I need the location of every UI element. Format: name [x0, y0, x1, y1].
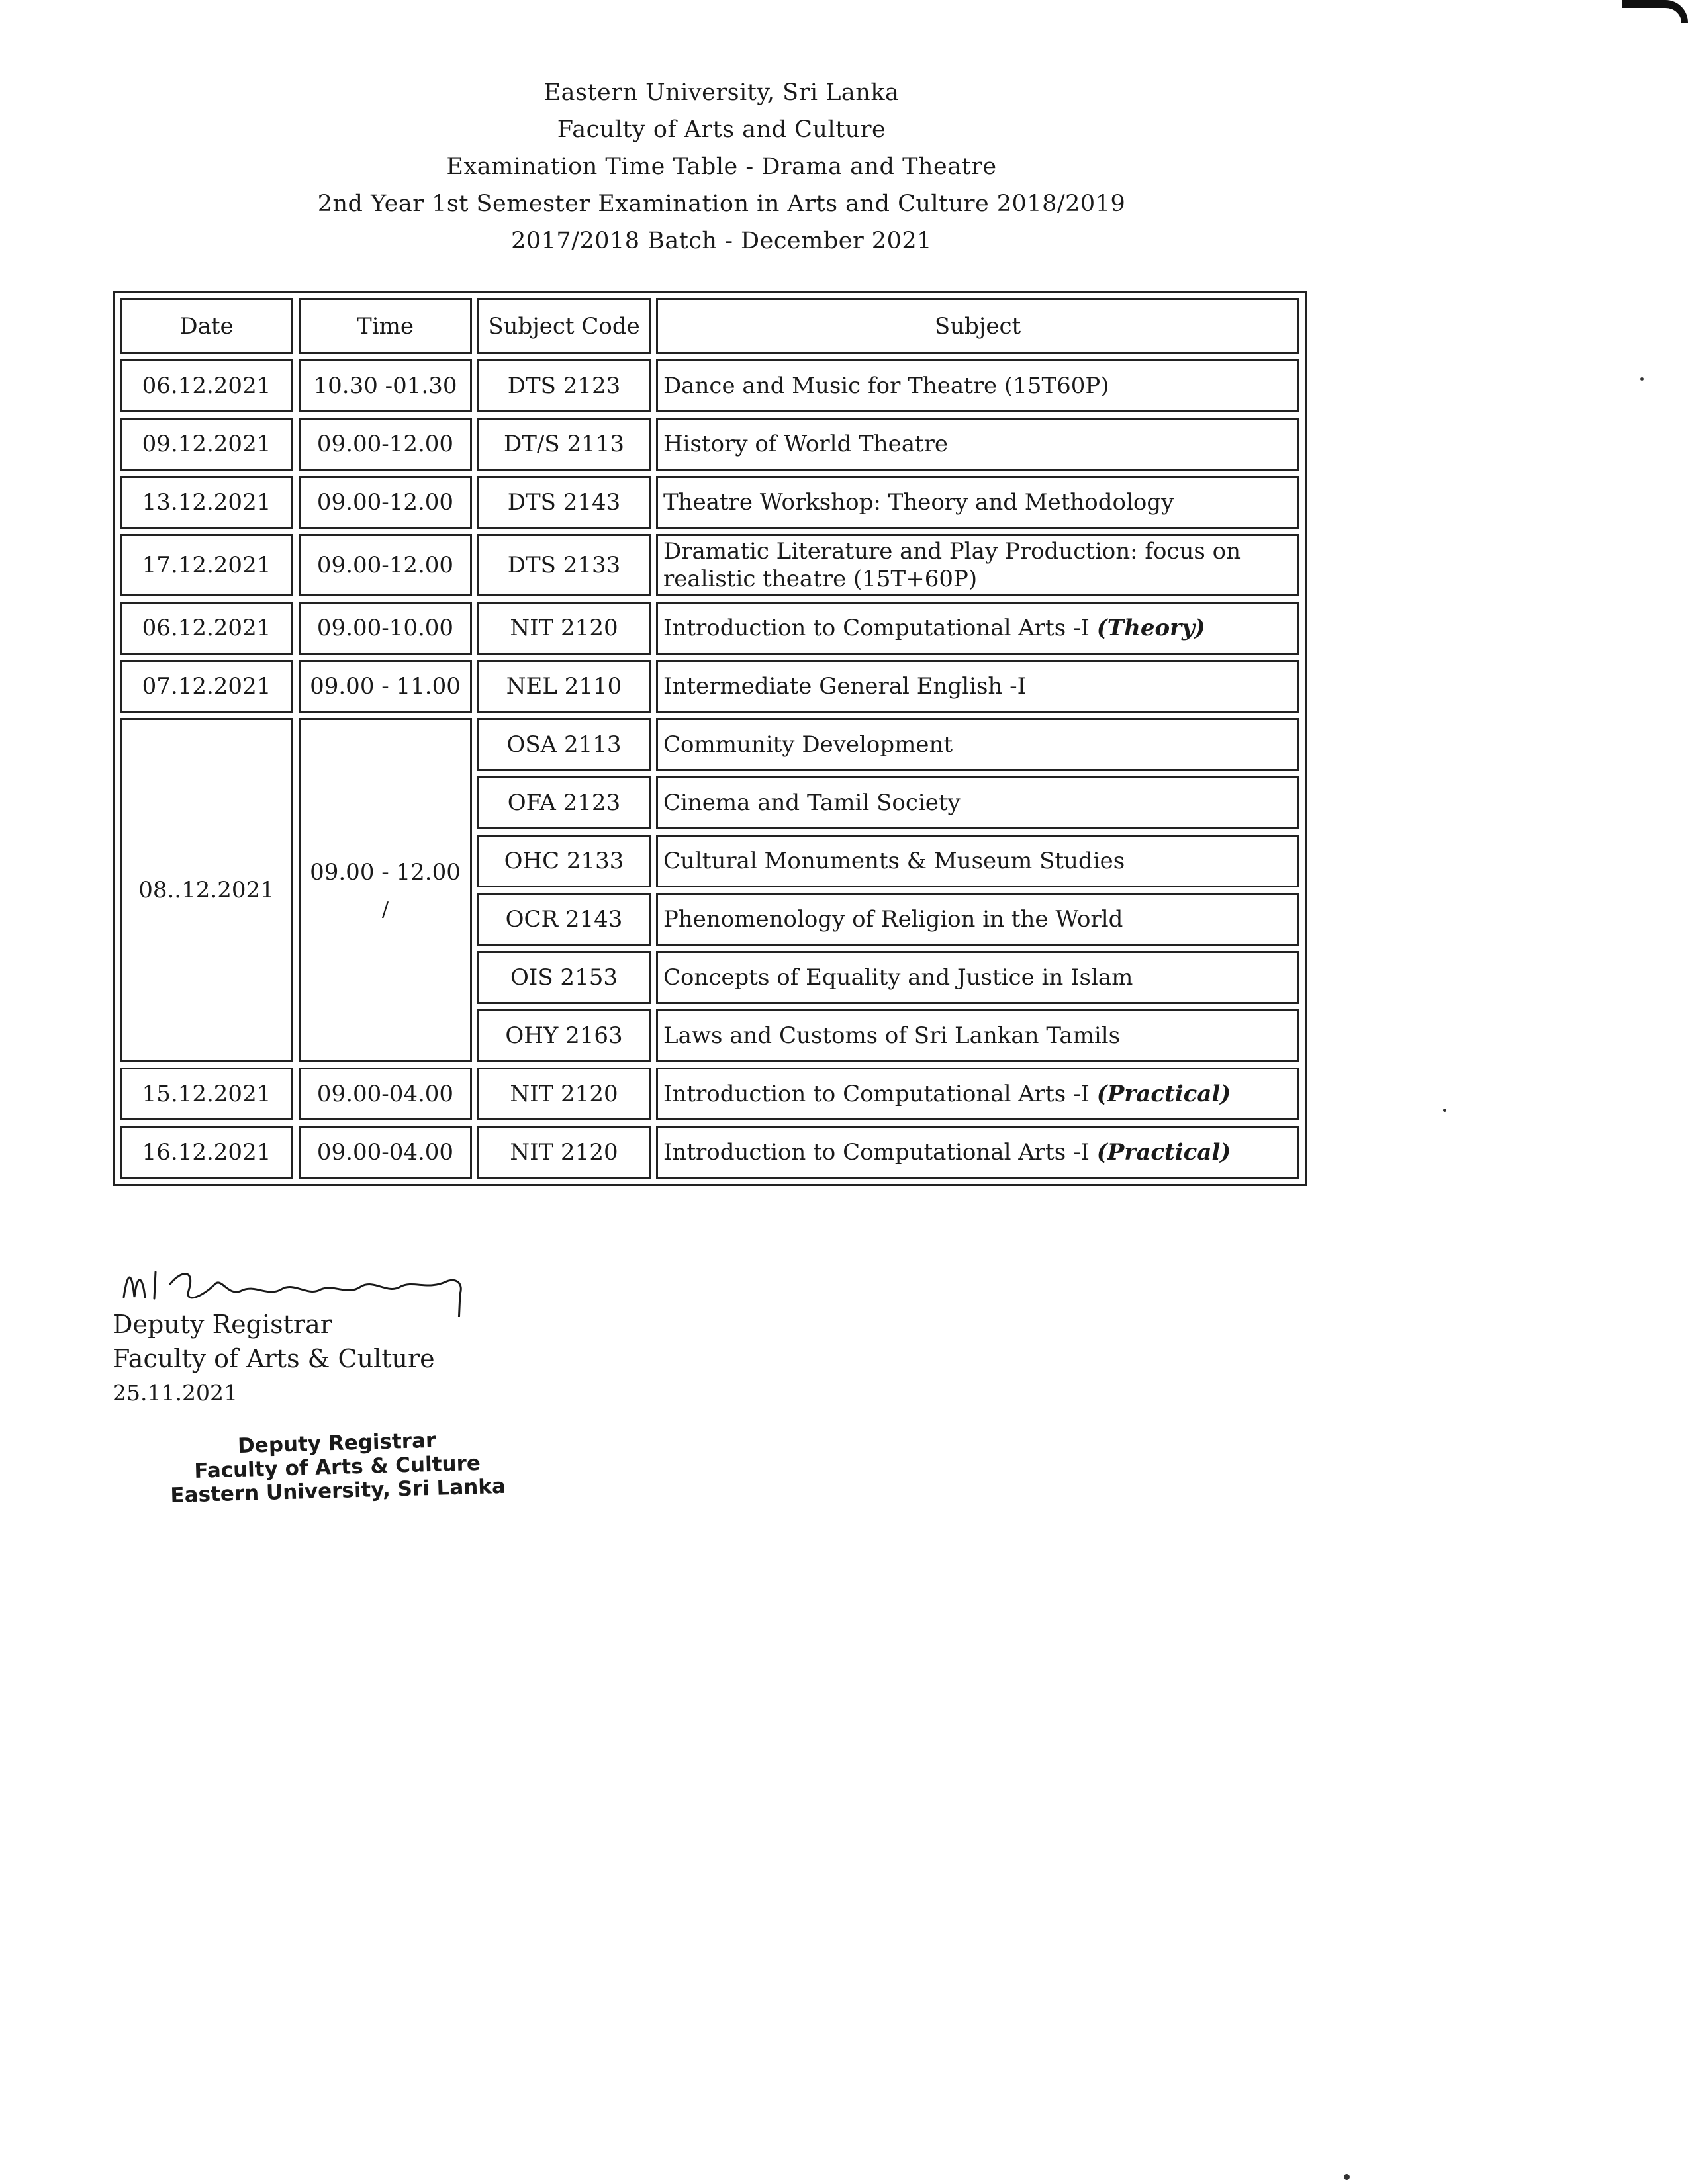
subject-note: (Practical): [1096, 1081, 1231, 1107]
cell-code: NIT 2120: [477, 1068, 651, 1120]
official-stamp: [169, 1427, 506, 1508]
timetable-title: Examination Time Table - Drama and Theatre: [446, 154, 997, 180]
cell-date: 16.12.2021: [120, 1126, 293, 1179]
table-row: [120, 476, 1299, 529]
stamp-line-faculty: Faculty of Arts & Culture: [193, 1451, 481, 1483]
university-name: Eastern University, Sri Lanka: [543, 79, 900, 106]
subject-text: Introduction to Computational Arts -I: [663, 1081, 1090, 1107]
table-row: [120, 893, 1299, 946]
group-cell-time: [299, 718, 472, 1062]
column-header-time: Time: [299, 298, 472, 354]
document-header: [0, 74, 1443, 259]
cell-date: 07.12.2021: [120, 660, 293, 713]
cell-date: 06.12.2021: [120, 359, 293, 412]
table-row: [120, 602, 1299, 655]
stamp-line-university: Eastern University, Sri Lanka: [170, 1474, 506, 1508]
cell-time: 09.00-12.00: [299, 418, 472, 471]
cell-date: 06.12.2021: [120, 602, 293, 655]
scan-corner-mark: [1622, 0, 1688, 23]
scan-speck: [1640, 377, 1644, 381]
exam-timetable: [113, 291, 1307, 1186]
cell-subject: [656, 1126, 1299, 1179]
cell-time: 09.00-04.00: [299, 1126, 472, 1179]
cell-code: OFA 2123: [477, 776, 651, 829]
cell-code: DT/S 2113: [477, 418, 651, 471]
stamp-line-title: Deputy Registrar: [237, 1428, 436, 1459]
table-row: [120, 359, 1299, 412]
cell-time: 09.00-04.00: [299, 1068, 472, 1120]
cell-code: OIS 2153: [477, 951, 651, 1004]
cell-subject: Dance and Music for Theatre (15T60P): [656, 359, 1299, 412]
cell-subject: Dramatic Literature and Play Production: focus on realistic theatre (15T+60P): [656, 534, 1299, 596]
subject-note: (Practical): [1096, 1139, 1231, 1165]
cell-time: 09.00-10.00: [299, 602, 472, 655]
table-row: [120, 1126, 1299, 1179]
cell-code: NEL 2110: [477, 660, 651, 713]
cell-code: NIT 2120: [477, 602, 651, 655]
column-header-date: Date: [120, 298, 293, 354]
cell-time: 10.30 -01.30: [299, 359, 472, 412]
cell-subject: Intermediate General English -I: [656, 660, 1299, 713]
cell-code: DTS 2123: [477, 359, 651, 412]
cell-time: 09.00-12.00: [299, 534, 472, 596]
batch-title: 2017/2018 Batch - December 2021: [511, 228, 932, 254]
subject-text: Introduction to Computational Arts -I: [663, 1139, 1090, 1165]
table-row: [120, 951, 1299, 1004]
cell-code: OHY 2163: [477, 1009, 651, 1062]
cell-subject: Laws and Customs of Sri Lankan Tamils: [656, 1009, 1299, 1062]
cell-code: OCR 2143: [477, 893, 651, 946]
cell-code: DTS 2133: [477, 534, 651, 596]
subject-text: Introduction to Computational Arts -I: [663, 615, 1090, 641]
table-row: [120, 1068, 1299, 1120]
column-header-code: Subject Code: [477, 298, 651, 354]
scan-speck: [1344, 2174, 1350, 2180]
cell-date: 13.12.2021: [120, 476, 293, 529]
cell-subject: Community Development: [656, 718, 1299, 771]
cell-code: NIT 2120: [477, 1126, 651, 1179]
exam-title: 2nd Year 1st Semester Examination in Arts and Culture 2018/2019: [317, 191, 1126, 217]
cell-time: 09.00 - 11.00: [299, 660, 472, 713]
cell-date: 17.12.2021: [120, 534, 293, 596]
cell-subject: [656, 602, 1299, 655]
table-row: [120, 776, 1299, 829]
subject-note: (Theory): [1096, 615, 1205, 641]
cell-subject: History of World Theatre: [656, 418, 1299, 471]
signatory-date: 25.11.2021: [113, 1380, 238, 1406]
group-time-text: 09.00 - 12.00: [310, 859, 461, 886]
table-row: [120, 534, 1299, 596]
cell-code: OSA 2113: [477, 718, 651, 771]
column-header-subject: Subject: [656, 298, 1299, 354]
group-cell-date: 08..12.2021: [120, 718, 293, 1062]
table-header-row: [120, 298, 1299, 354]
table-row: [120, 835, 1299, 887]
table-row: [120, 718, 1299, 771]
cell-date: 09.12.2021: [120, 418, 293, 471]
faculty-name: Faculty of Arts and Culture: [557, 116, 886, 143]
cell-code: DTS 2143: [477, 476, 651, 529]
cell-code: OHC 2133: [477, 835, 651, 887]
cell-subject: Phenomenology of Religion in the World: [656, 893, 1299, 946]
cell-subject: Cultural Monuments & Museum Studies: [656, 835, 1299, 887]
signatory-title: Deputy Registrar: [113, 1310, 332, 1339]
cell-subject: Cinema and Tamil Society: [656, 776, 1299, 829]
table-row: [120, 1009, 1299, 1062]
cell-time: 09.00-12.00: [299, 476, 472, 529]
signatory-faculty: Faculty of Arts & Culture: [113, 1344, 435, 1373]
cell-subject: Theatre Workshop: Theory and Methodology: [656, 476, 1299, 529]
cell-subject: [656, 1068, 1299, 1120]
scan-speck: [1443, 1109, 1446, 1112]
cell-date: 15.12.2021: [120, 1068, 293, 1120]
table-row: [120, 418, 1299, 471]
table-row: [120, 660, 1299, 713]
cell-subject: Concepts of Equality and Justice in Islam: [656, 951, 1299, 1004]
signatory-block: [113, 1307, 435, 1410]
pen-mark: /: [381, 898, 389, 921]
